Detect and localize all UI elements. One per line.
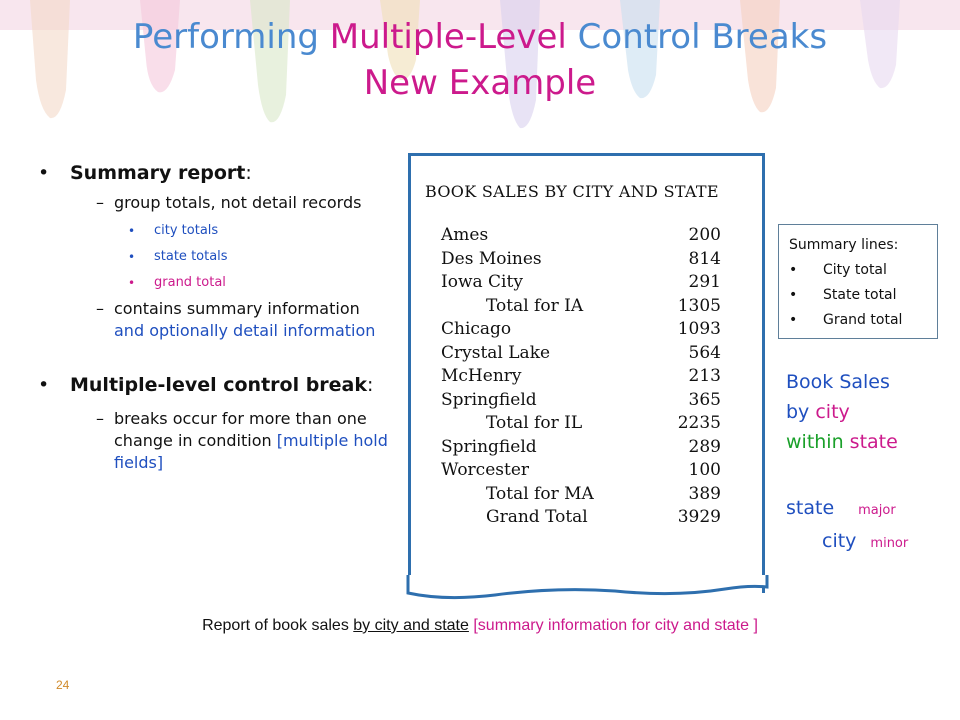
title-highlight: Multiple-Level [329,17,567,57]
title-subtitle: New Example [363,63,597,103]
summary-line-state: • State total [789,283,927,308]
report-row-value: 1305 [677,295,721,316]
report-row-value: 291 [688,272,721,292]
report-row-label: Ames [441,225,489,245]
title-part2: Control Breaks [566,17,828,57]
item-state-totals: • state totals [38,248,388,266]
caption-underlined: by city and state [353,617,469,634]
report-row-value: 289 [688,436,721,457]
report-row [441,389,721,413]
report-row [441,224,721,248]
report-title: BOOK SALES BY CITY AND STATE [425,182,719,201]
annotation-within-state: within state [786,431,898,453]
report-row-value: 814 [688,248,721,269]
right-annotation [786,367,908,559]
bullet-multiple-level: • Multiple-level control break: [38,372,388,398]
report-row-value: 100 [688,460,721,480]
left-bullet-list [38,160,388,474]
sub-bullet-breaks-occur: – breaks occur for more than one change in condition [multiple hold fields] [96,409,388,472]
paper-torn-edge [405,575,770,603]
report-row [441,342,721,366]
report-row-value: 389 [688,483,721,504]
annotation-by-city: by city [786,401,850,423]
page-number: 24 [56,678,70,692]
report-row-value: 3929 [677,507,721,527]
report-printout [408,153,765,593]
report-row [441,365,721,389]
bullet-multiple-level-label: Multiple-level control break [70,374,368,396]
report-row [441,248,721,272]
annotation-minor: city minor [822,530,909,552]
sub-bullet-group-totals: – group totals, not detail records [96,193,362,212]
report-row [441,318,721,342]
report-row-value: 200 [688,225,721,245]
report-row-value: 213 [688,366,721,386]
summary-lines-box [778,224,938,339]
report-row-label: Springfield [441,389,537,410]
report-row-label: Chicago [441,319,512,339]
report-row-label: Springfield [441,436,537,457]
report-row [441,483,721,507]
slide-title [0,14,960,106]
report-rows [441,224,721,530]
summary-line-grand: • Grand total [789,308,927,333]
report-row-label: Total for MA [486,483,594,504]
annotation-book-sales: Book Sales [786,371,890,393]
report-row [441,436,721,460]
report-row-label: Grand Total [486,507,588,527]
item-grand-total: • grand total [38,274,388,292]
report-row-label: Total for IA [486,295,584,316]
report-row-value: 365 [688,389,721,410]
sub-bullet-contains-summary: – contains summary information and optionally detail information [96,299,376,340]
report-row [441,459,721,483]
report-row-label: Worcester [441,460,530,480]
report-row [441,506,721,530]
report-row-label: Crystal Lake [441,342,551,363]
report-row-label: McHenry [441,366,522,386]
report-row-value: 2235 [677,413,721,433]
title-part1: Performing [132,17,330,57]
report-row-label: Iowa City [441,272,523,292]
report-row [441,295,721,319]
report-row-label: Des Moines [441,248,542,269]
bullet-summary-report: • Summary report: [38,160,388,186]
report-row [441,271,721,295]
report-row-label: Total for IL [486,413,583,433]
summary-line-city: • City total [789,258,927,283]
report-row-value: 564 [688,342,721,363]
item-city-totals: • city totals [38,222,388,240]
report-caption: Report of book sales by city and state [summary information for city and state ] [202,617,758,634]
report-row [441,412,721,436]
annotation-major: state major [786,497,896,519]
bullet-summary-report-label: Summary report [70,162,246,184]
summary-lines-heading: Summary lines: [789,237,899,253]
report-row-value: 1093 [677,319,721,339]
